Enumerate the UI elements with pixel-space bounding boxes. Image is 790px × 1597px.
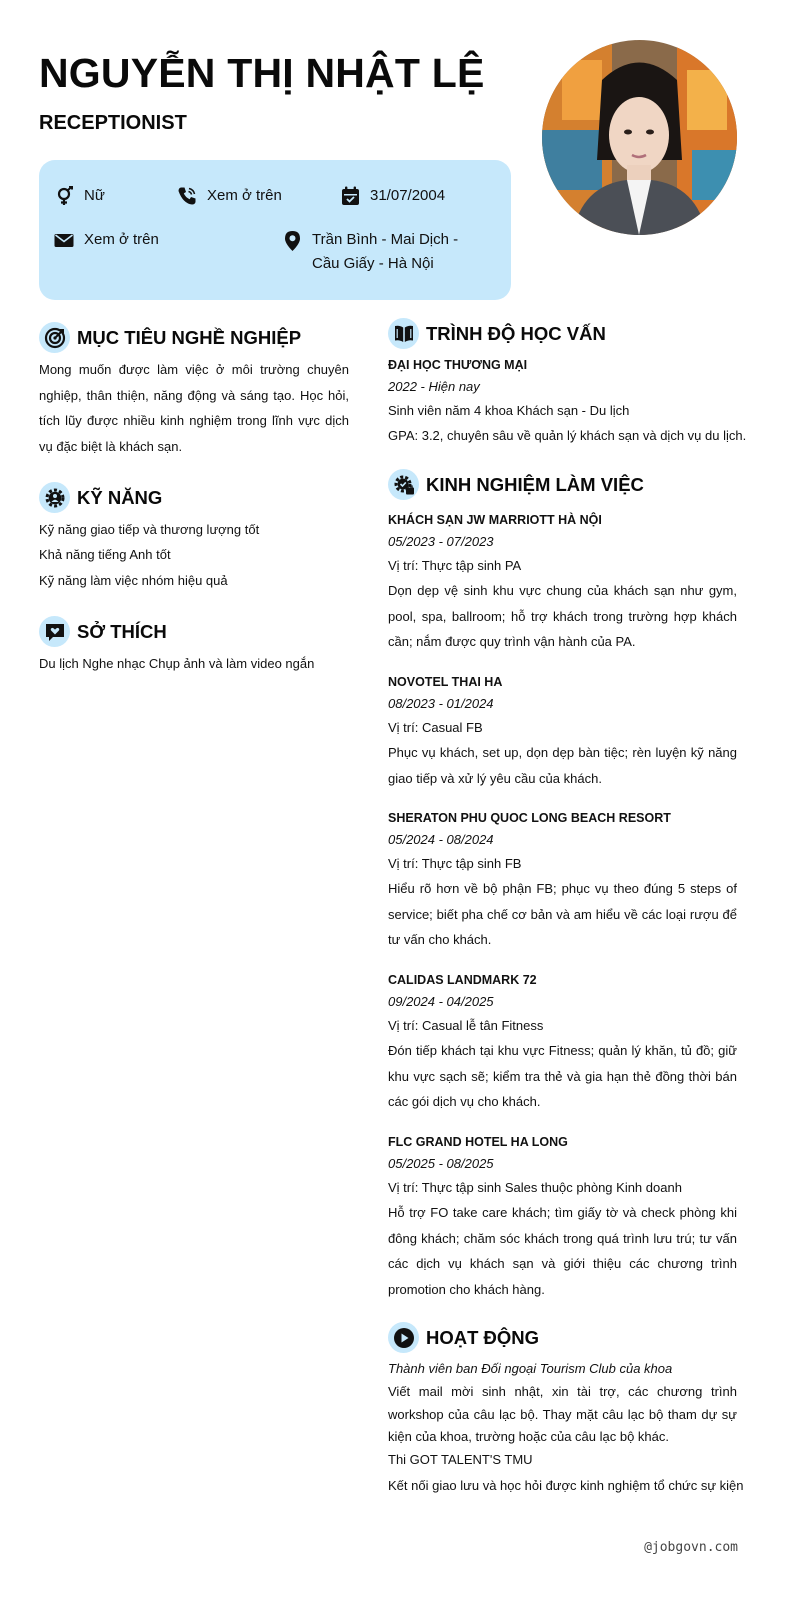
target-icon	[39, 322, 70, 353]
job-position: Vị trí: Thực tập sinh PA	[388, 558, 522, 573]
candidate-role: RECEPTIONIST	[39, 112, 187, 134]
candidate-name: NGUYỄN THỊ NHẬT LỆ	[39, 50, 485, 96]
skill-item: Kỹ năng giao tiếp và thương lượng tốt	[39, 522, 260, 537]
hobbies-title: SỞ THÍCH	[77, 620, 167, 642]
avatar	[542, 40, 737, 235]
job-position: Vị trí: Casual FB	[388, 720, 483, 735]
job-period: 05/2025 - 08/2025	[388, 1156, 494, 1171]
job-company: FLC GRAND HOTEL HA LONG	[388, 1135, 568, 1149]
experience-section-title	[388, 469, 644, 500]
school-period: 2022 - Hiện nay	[388, 379, 480, 394]
objective-section-title	[39, 322, 301, 353]
job-position: Vị trí: Thực tập sinh FB	[388, 856, 522, 871]
gear-check-icon	[388, 469, 419, 500]
gender-info	[54, 184, 105, 208]
school-name: ĐẠI HỌC THƯƠNG MẠI	[388, 358, 528, 372]
skills-title: KỸ NĂNG	[77, 486, 163, 508]
job-period: 05/2024 - 08/2024	[388, 832, 494, 847]
book-icon	[388, 318, 419, 349]
job-company: NOVOTEL THAI HA	[388, 675, 503, 689]
activity-role: Thành viên ban Đối ngoại Tourism Club của khoa	[388, 1361, 673, 1376]
activities-title: HOẠT ĐỘNG	[426, 1326, 540, 1348]
skills-section-title	[39, 482, 162, 513]
mail-icon	[54, 230, 74, 250]
phone-icon	[177, 186, 197, 206]
job-desc: Đón tiếp khách tại khu vực Fitness; quản lý khăn, tủ đồ; giữ khu vực sạch sẽ; kiểm tra thẻ và gia hạn thẻ đồng thời bán các gói dịch vụ cho khách.	[388, 1043, 737, 1110]
objective-title: MỤC TIÊU NGHỀ NGHIỆP	[77, 326, 302, 348]
gender-icon	[54, 186, 74, 206]
job-position: Vị trí: Thực tập sinh Sales thuộc phòng Kinh doanh	[388, 1180, 682, 1195]
job-company: SHERATON PHU QUOC LONG BEACH RESORT	[388, 811, 671, 825]
job-position: Vị trí: Casual lễ tân Fitness	[388, 1018, 544, 1033]
job-period: 09/2024 - 04/2025	[388, 994, 494, 1009]
watermark: @jobgovn.com	[644, 1540, 738, 1555]
portrait-photo	[542, 40, 737, 235]
education-title: TRÌNH ĐỘ HỌC VẤN	[426, 322, 606, 344]
location-pin-icon	[283, 230, 302, 252]
activity-desc: Kết nối giao lưu và học hỏi được kinh nghiệm tổ chức sự kiện	[388, 1478, 744, 1493]
phone-value: Xem ở trên	[207, 187, 282, 204]
school-desc: Sinh viên năm 4 khoa Khách sạn - Du lịch	[388, 403, 630, 418]
job-period: 08/2023 - 01/2024	[388, 696, 494, 711]
gear-person-icon	[39, 482, 70, 513]
job-desc: Dọn dẹp vệ sinh khu vực chung của khách sạn như gym, pool, spa, ballroom; hỗ trợ khách trong trường hợp khách cần; nắm được quy trình vận hành của PA.	[388, 583, 737, 650]
birthday-info	[341, 184, 445, 208]
activities-section-title	[388, 1322, 539, 1353]
job-period: 05/2023 - 07/2023	[388, 534, 494, 549]
email-value: Xem ở trên	[84, 231, 159, 248]
job-desc: Hiểu rõ hơn về bộ phận FB; phục vụ theo đúng 5 steps of service; biết pha chế cơ bản và am hiểu về các loại rượu để tư vấn cho khách.	[388, 881, 737, 948]
hobbies-section-title	[39, 616, 167, 647]
skill-item: Kỹ năng làm việc nhóm hiệu quả	[39, 573, 228, 588]
birthday-value: 31/07/2004	[370, 187, 446, 204]
skill-item: Khả năng tiếng Anh tốt	[39, 547, 171, 562]
experience-title: KINH NGHIỆM LÀM VIỆC	[426, 473, 644, 495]
heart-chat-icon	[39, 616, 70, 647]
job-desc: Phục vụ khách, set up, dọn dẹp bàn tiệc; rèn luyện kỹ năng giao tiếp và xử lý yêu cầu của khách.	[388, 745, 737, 786]
job-company: CALIDAS LANDMARK 72	[388, 973, 537, 987]
activity-role: Thi GOT TALENT'S TMU	[388, 1452, 533, 1467]
address-info	[283, 228, 488, 276]
job-desc: Hỗ trợ FO take care khách; tìm giấy tờ và check phòng khi đông khách; chăm sóc khách trong quá trình lưu trú; tư vấn các dịch vụ khách sạn và giới thiệu các chương trình promotion cho khách hàng.	[388, 1205, 737, 1297]
objective-text: Mong muốn được làm việc ở môi trường chuyên nghiệp, thân thiện, năng động và sáng tạo. Học hỏi, tích lũy được nhiều kinh nghiệm trong lĩnh vực dịch vụ đặc biệt là khách sạn.	[39, 362, 349, 454]
school-desc: GPA: 3.2, chuyên sâu về quản lý khách sạn và dịch vụ du lịch.	[388, 428, 747, 443]
calendar-icon	[341, 186, 360, 206]
play-icon	[388, 1322, 419, 1353]
activity-desc: Viết mail mời sinh nhật, xin tài trợ, các chương trình workshop của câu lạc bộ. Thay mặt câu lạc bộ tham dự sự kiện của khoa, trường hoặc của câu lạc bộ khác.	[388, 1384, 737, 1444]
address-value: Trần Bình - Mai Dịch - Cầu Giấy - Hà Nội	[312, 231, 459, 272]
email-info	[54, 228, 159, 252]
hobbies-text: Du lịch Nghe nhạc Chụp ảnh và làm video ngắn	[39, 656, 315, 671]
education-section-title	[388, 318, 606, 349]
phone-info	[177, 184, 282, 208]
gender-value: Nữ	[84, 187, 105, 204]
job-company: KHÁCH SẠN JW MARRIOTT HÀ NỘI	[388, 513, 602, 527]
